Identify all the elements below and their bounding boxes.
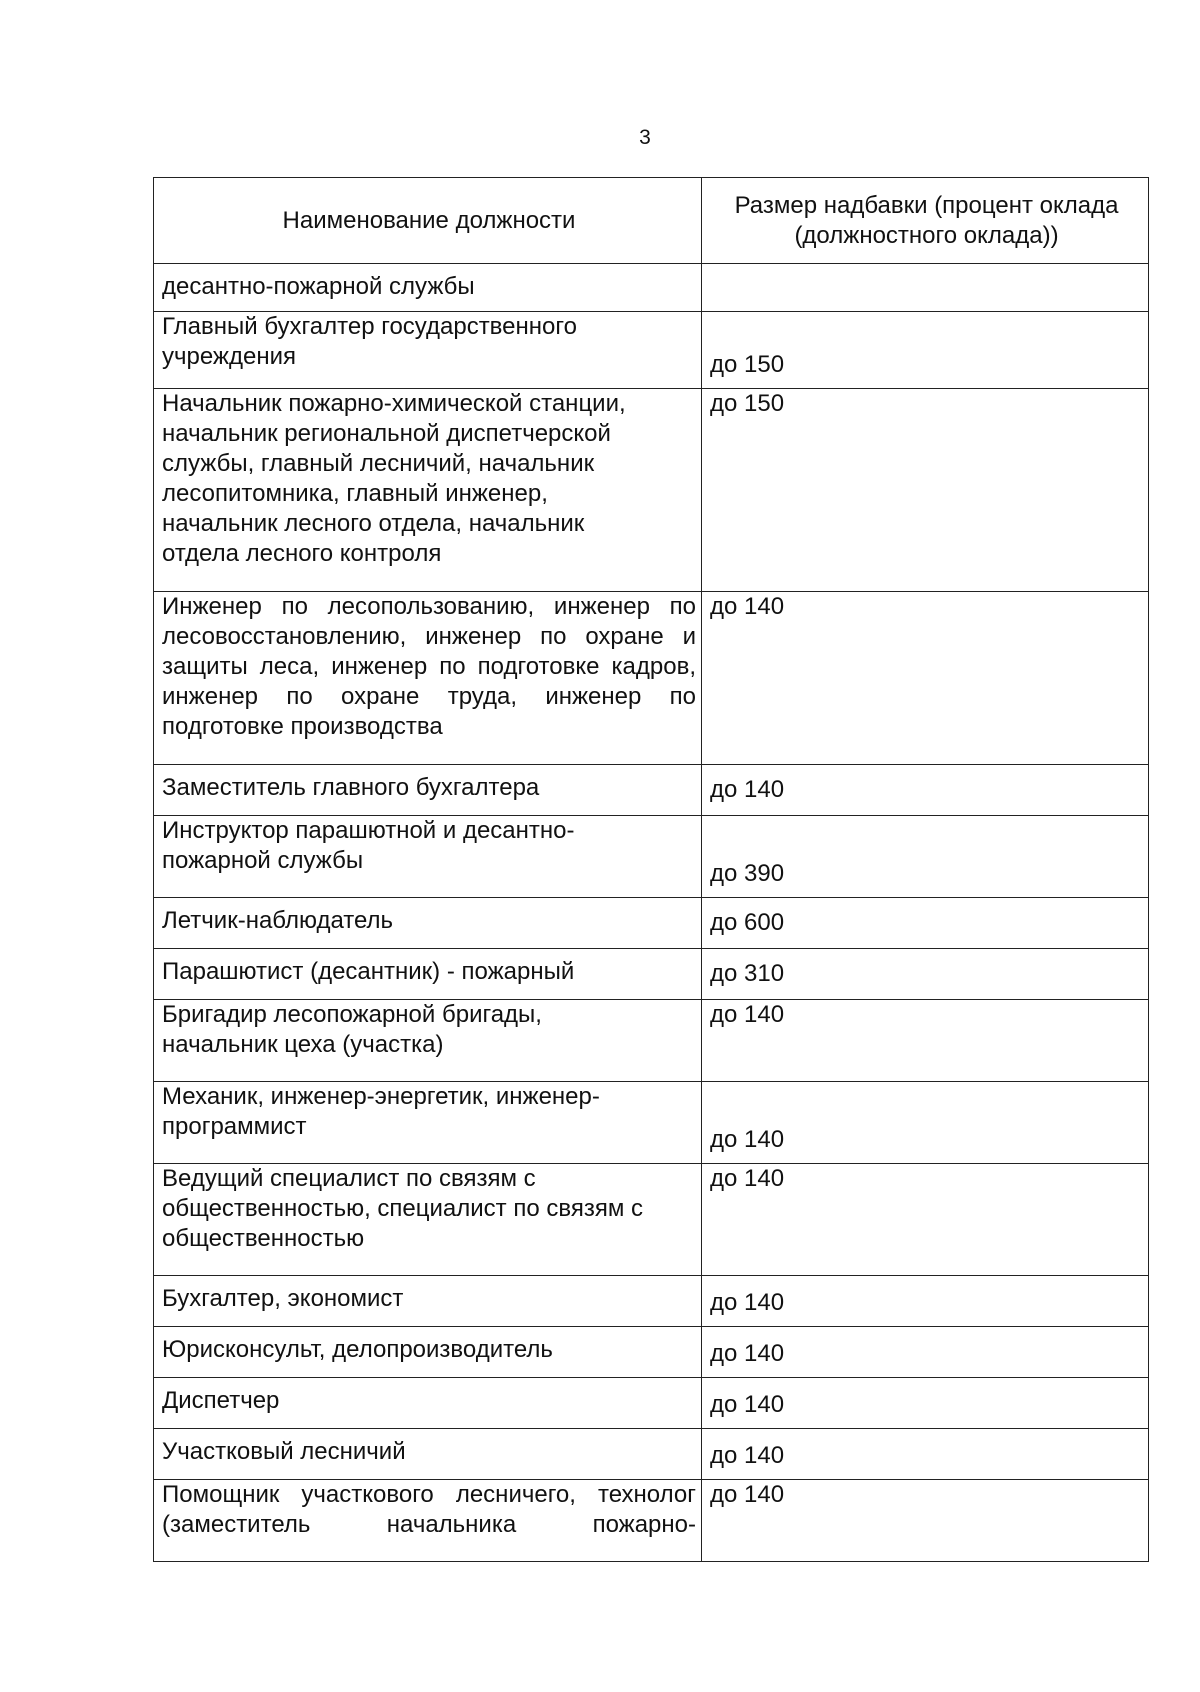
table-row [154,898,1149,949]
header-position: Наименование должности [154,178,702,264]
table-row [154,1480,1149,1562]
table-row [154,1276,1149,1327]
allowance-cell [702,264,1149,312]
position-cell: Помощник участкового лесничего, технолог (заместитель начальника пожарно- [154,1480,702,1562]
position-cell: Бухгалтер, экономист [154,1276,702,1327]
allowance-cell: до 140 [702,1082,1149,1164]
header-allowance: Размер надбавки (процент оклада (должностного оклада)) [702,178,1149,264]
allowance-cell: до 140 [702,1000,1149,1082]
allowance-cell: до 390 [702,816,1149,898]
table-row [154,389,1149,592]
position-cell: Инструктор парашютной и десантно-пожарной службы [154,816,702,898]
table-row [154,1082,1149,1164]
page-number: 3 [639,126,651,149]
position-cell: Диспетчер [154,1378,702,1429]
position-cell: Заместитель главного бухгалтера [154,765,702,816]
table-row [154,1429,1149,1480]
table-row [154,592,1149,765]
allowance-cell: до 140 [702,1480,1149,1562]
allowance-cell: до 140 [702,1276,1149,1327]
table-row [154,1164,1149,1276]
position-cell: Летчик-наблюдатель [154,898,702,949]
position-cell: Начальник пожарно-химической станции, начальник региональной диспетчерской службы, главный лесничий, начальник лесопитомника, главный инженер, начальник лесного отдела, начальник отдела лесного контроля [154,389,702,592]
allowance-cell: до 310 [702,949,1149,1000]
position-cell: Ведущий специалист по связям с общественностью, специалист по связям с общественностью [154,1164,702,1276]
allowance-cell: до 150 [702,389,1149,592]
allowance-cell: до 140 [702,1429,1149,1480]
position-cell: Механик, инженер-энергетик, инженер-программист [154,1082,702,1164]
allowance-table [153,177,1149,1562]
position-cell: Парашютист (десантник) - пожарный [154,949,702,1000]
table-row [154,949,1149,1000]
table-row [154,765,1149,816]
table-row [154,264,1149,312]
table-row [154,312,1149,389]
position-cell: Инженер по лесопользованию, инженер по лесовосстановлению, инженер по охране и защиты леса, инженер по подготовке кадров, инженер по охране труда, инженер по подготовке производства [154,592,702,765]
position-cell: Главный бухгалтер государственного учреждения [154,312,702,389]
allowance-cell: до 140 [702,592,1149,765]
table-row [154,816,1149,898]
position-cell: Юрисконсульт, делопроизводитель [154,1327,702,1378]
allowance-cell: до 150 [702,312,1149,389]
allowance-cell: до 140 [702,1327,1149,1378]
allowance-cell: до 140 [702,1378,1149,1429]
table-row [154,1378,1149,1429]
allowance-cell: до 140 [702,765,1149,816]
table-row [154,1327,1149,1378]
allowance-cell: до 140 [702,1164,1149,1276]
position-cell: Бригадир лесопожарной бригады, начальник цеха (участка) [154,1000,702,1082]
position-cell: десантно-пожарной службы [154,264,702,312]
table-header-row [154,178,1149,264]
position-cell: Участковый лесничий [154,1429,702,1480]
allowance-cell: до 600 [702,898,1149,949]
table-row [154,1000,1149,1082]
